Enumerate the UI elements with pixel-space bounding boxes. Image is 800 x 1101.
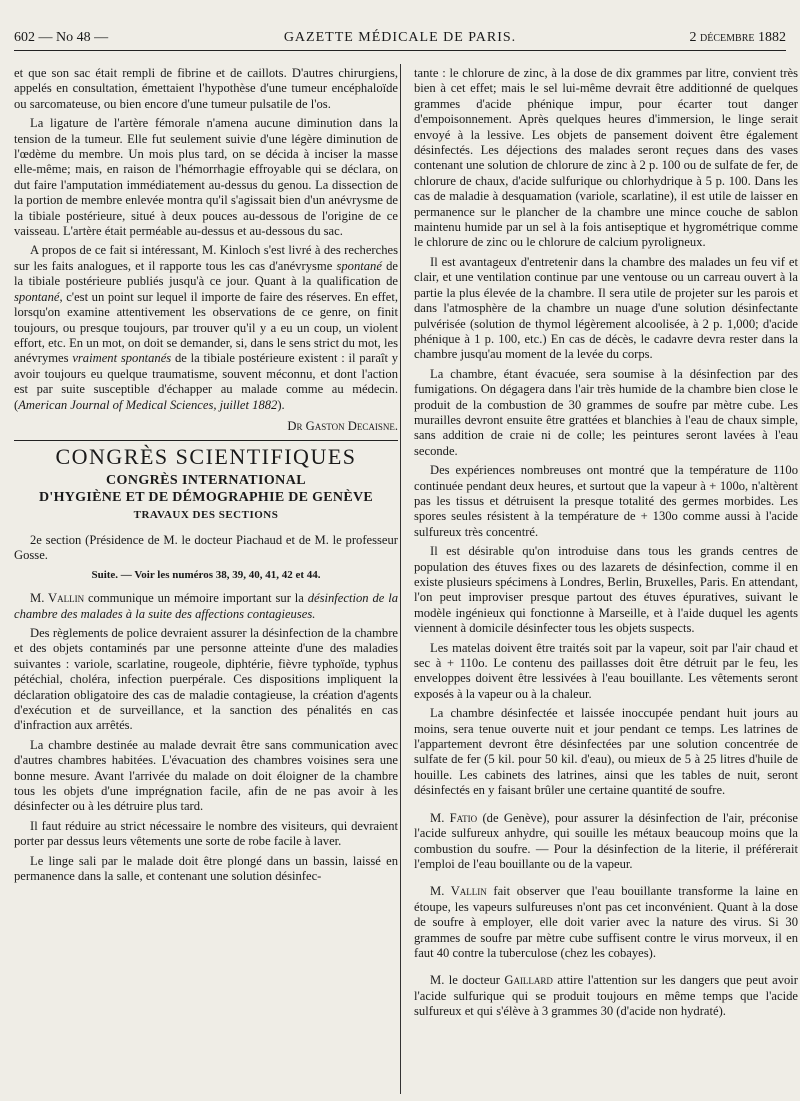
- text-run: de la tibiale postérieure publiés jusqu'à ce jour. Quant à la qualification de: [14, 258, 398, 289]
- page-number: 602: [14, 30, 35, 45]
- author-signature: Dr Gaston Decaisne.: [287, 418, 398, 433]
- section-chair: 2e section (Présidence de M. le docteur Piachaud et de M. le professeur Gosse.: [14, 532, 398, 563]
- paragraph: La chambre destinée au malade devrait être sans communication avec d'autres chambres habitées. L'évacuation des chambres voisines sera une bonne mesure. Avant l'arrivée du malade on doit éloigner de la chambre tous les objets d'une imprégnation facile, afin de ne pas avoir à les désinfecter ou à les détruire plus tard.: [14, 737, 398, 814]
- speaker-name: M. Fatio: [430, 810, 478, 825]
- text-run: M. le docteur: [430, 973, 505, 988]
- text-run: , c'est un point sur lequel il importe de faire des réserves. En effet, lorsqu'on examine attentivement les observations de ce genre, on finit toujours, ou presque toujours, par trouver qu'il y a eu un coup, un violent effort, etc. En un mot, on doit se demander, si, dans le sens strict du mot, les anévrymes: [14, 289, 398, 366]
- paragraph: Des expériences nombreuses ont montré que la température de 110o continuée pendant deux heures, et surtout que la vapeur à + 100o, n'altèrent pas les tissus et détruisent la presque totalité des germes morbides. Les spores seules résistent à la température de + 130o comme aussi à l'acide sulfureux très concentré.: [414, 463, 798, 539]
- section-separator: [14, 440, 398, 441]
- congress-subtitle: D'HYGIÈNE ET DE DÉMOGRAPHIE DE GENÈVE: [38, 490, 374, 506]
- speaker-name: M. Vallin: [30, 591, 85, 606]
- emphasis: spontané: [14, 289, 60, 304]
- issue-date: 2 décembre 1882: [689, 30, 786, 45]
- journal-title: GAZETTE MÉDICALE DE PARIS.: [283, 30, 517, 45]
- paragraph: Le linge sali par le malade doit être plongé dans un bassin, laissé en permanence dans la salle, et contenant une solution désinfec-: [14, 853, 398, 884]
- text-run: attire l'attention sur les dangers que peut avoir l'acide sulfurique qui se produit toujours en même temps que l'acide sulfureux et qui s'élève à 3 grammes 30 (d'acide non hydraté).: [414, 973, 798, 1019]
- congress-title: CONGRÈS INTERNATIONAL: [106, 472, 306, 488]
- paragraph: [414, 811, 798, 873]
- spacer: [414, 965, 798, 973]
- speaker-name: M. Vallin: [430, 884, 487, 899]
- page-header: [14, 30, 786, 51]
- speaker-name: Gaillard: [504, 973, 553, 988]
- paragraph: Il est désirable qu'on introduise dans tous les grands centres de population des étuves fixes ou des lazarets de désinfection, comme il en existe plusieurs spécimens à Londres, Berlin, Bruxelles, Paris. En attendant, l'on peut improviser presque partout des étuves épuratives, suivant le modèle ingénieux qui fonctionne à Marseille, et à l'aide duquel les agents viennent à domicile désinfecter tous les objets suspects.: [414, 544, 798, 636]
- paragraph: [414, 884, 798, 961]
- paragraph: Les matelas doivent être traités soit par la vapeur, soit par l'air chaud et sec à + 110o. Le contenu des paillasses doit être détruit par le feu, les enveloppes doivent être lessivées à l'eau bouillante. Les vêtements seront exposés à la vapeur ou à la chaleur.: [414, 640, 798, 701]
- right-column: [414, 66, 798, 1094]
- emphasis: vraiment spontanés: [72, 351, 172, 366]
- text-run: A propos de ce fait si intéressant, M. Kinloch s'est livré à des recherches sur les faits analogues, et il rapporte tous les cas d'anévrysme: [14, 243, 398, 273]
- paragraph: [14, 243, 398, 412]
- column-divider: [400, 64, 401, 1094]
- emphasis: spontané: [336, 258, 382, 273]
- issue-number: — No 48 —: [38, 30, 109, 45]
- text-run: communique un mémoire important sur la: [84, 591, 308, 606]
- paragraph: Il faut réduire au strict nécessaire le nombre des visiteurs, qui devraient porter par dessus leurs vêtements une sorte de robe facile à laver.: [14, 818, 398, 849]
- spacer: [414, 876, 798, 884]
- continuation-note: Suite. — Voir les numéros 38, 39, 40, 41, 42 et 44.: [91, 568, 321, 581]
- paragraph: Il est avantageux d'entretenir dans la chambre des malades un feu vif et clair, et une ventilation continue par une ventouse ou un carreau ouvert à la partie la plus élevée de la chambre. Il sera utile de projeter sur les parois et dans l'atmosphère de la chambre un nuage d'une solution désinfectante pulvérisée (solution de thymol légèrement alcoolisée, à 2 p. 1,000; d'acide phénique à 1 p. 100, etc.) En cas de décès, le cadavre devra rester dans la chambre jusqu'au moment de la levée du corps.: [414, 254, 798, 362]
- paragraph: et que son sac était rempli de fibrine et de caillots. D'autres chirurgiens, appelés en consultation, émettaient l'hypothèse d'une tumeur encéphaloïde ou sarcomateuse, ou bien encore d'une tumeur pulsatile de l'os.: [14, 66, 398, 111]
- paragraph: [14, 591, 398, 622]
- paragraph: La chambre désinfectée et laissée inoccupée pendant huit jours au moins, sera tenue ouverte nuit et jour pendant ce temps. Les latrines de l'appartement devront être désinfectées par une solution concentrée de sulfate de fer (5 kil. pour 50 kil. d'eau), ou mieux de 5 à 25 litres d'huile de houille. Les cabinets des latrines, ainsi que les tables de nuit, seront désinfectés en y faisant brûler une certaine quantité de soufre.: [414, 706, 798, 798]
- emphasis: désinfection de la chambre des malades à la suite des affections contagieuses.: [14, 591, 398, 621]
- paragraph: Des règlements de police devraient assurer la désinfection de la chambre et des objets contaminés par une personne atteinte d'une des maladies suivantes : variole, scarlatine, rougeole, diphtérie, fièvre typhoïde, typhus pétéchial, choléra, infection puerpérale. Ces dispositions impliquent la déclaration obligatoire des cas de maladie contagieuse, la création d'agents d'exécution et de surveillance, et la sanction des pénalités en cas d'infraction aux arrêtés.: [14, 626, 398, 733]
- paragraph: tante : le chlorure de zinc, à la dose de dix grammes par litre, convient très bien à cet effet; mais le sel lui-même devrait être additionné de quelques grammes d'acide phénique impur, pour écarter tout danger d'empoisonnement. Après quelques heures d'immersion, le linge serait envoyé à la lessive. Les objets de pansement doivent être également désinfectés. Les déjections des malades seront reçues dans des vases contenant une solution de chlorure de zinc à 2 p. 100 ou de sulfate de fer, de chlorure de chaux, d'acide sulfurique ou chlorhydrique à 5 p. 100. Dans les cas de maladie à desquamation (variole, scarlatine), il est utile de laisser en permanence sur le plancher de la chambre une mince couche de sablon maintenu humide par un sel à la fois antiseptique et hygrométrique comme le chlorure de zinc ou le chlorure de calcium pyroligneux.: [414, 66, 798, 250]
- paragraph: La chambre, étant évacuée, sera soumise à la désinfection par des fumigations. On dégagera dans l'air très humide de la chambre bien close le produit de la combustion de 30 grammes de soufre par mètre cube. Les murailles devront ensuite être grattées et blanchies à l'eau de chaux simple, sans addition de craie ni de colle; les peintures seront lavées à l'eau seconde.: [414, 366, 798, 458]
- paragraph: La ligature de l'artère fémorale n'amena aucune diminution dans la tension de la tumeur. Elle fut seulement suivie d'une légère diminution de l'œdème du membre. Un mois plus tard, on se décida à inciser la masse elle-même; mais, en raison de l'hémorrhagie effroyable qui se déclara, on dut faire l'amputation immédiatement au-dessus du genou. La dissection de la portion de membre enlevée montra qu'il s'agissait bien d'un anévrysme de la tibiale postérieure, situé à deux pouces au-dessous de l'origine de ce vaisseau. L'artère était perméable au-dessus et au-dessous du sac.: [14, 116, 398, 239]
- text-run: (de Genève), pour assurer la désinfection de l'air, préconise l'acide sulfureux anhydre, qui souille les métaux beaucoup moins que la combustion du soufre. — Pour la désinfection de la literie, il préférerait l'emploi de l'eau bouillante ou de la vapeur.: [414, 810, 798, 871]
- text-run: fait observer que l'eau bouillante transforme la laine en étoupe, les vapeurs sulfureuses n'ont pas cet inconvénient. Quant à la dose de soufre à employer, elle doit varier avec la nature des virus. Si 30 grammes de soufre par mètre cube suffisent contre le virus morveux, il en faut 40 contre la tuberculose (chez les cobayes).: [414, 884, 798, 960]
- section-title: CONGRÈS SCIENTIFIQUES: [55, 444, 357, 470]
- left-column: [14, 66, 398, 1094]
- paragraph: [414, 973, 798, 1019]
- text-run: de la tibiale postérieure existent : il paraît y avoir toujours eu quelque traumatisme, souvent méconnu, et dont l'action est par suite susceptible d'échapper au malade comme au médecin. (: [14, 351, 398, 412]
- text-run: ).: [277, 397, 285, 412]
- spacer: [414, 803, 798, 811]
- congress-subheading: TRAVAUX DES SECTIONS: [133, 508, 279, 521]
- citation: American Journal of Medical Sciences, juillet 1882: [18, 397, 278, 412]
